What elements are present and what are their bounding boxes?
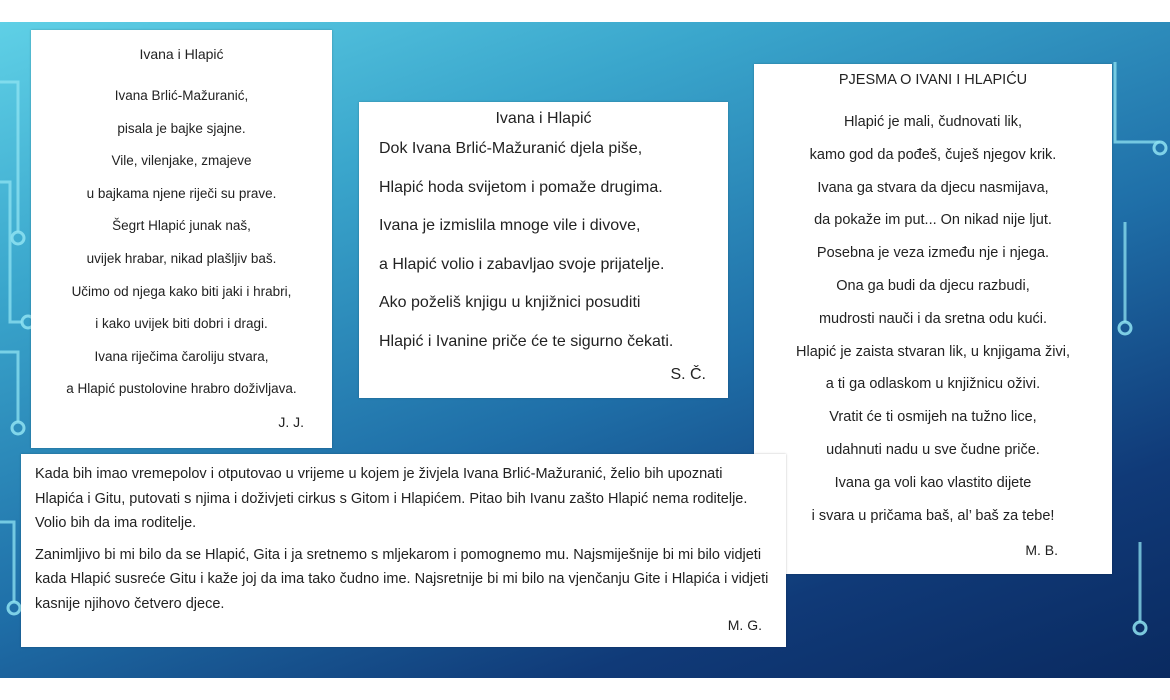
poem-line: Ivana ga voli kao vlastito dijete	[834, 474, 1032, 491]
prose-card	[21, 454, 786, 647]
poem-line: Hlapić hoda svijetom i pomaže drugima.	[379, 178, 663, 196]
poem-line: i svara u pričama baš, al’ baš za tebe!	[811, 507, 1055, 524]
poem-lines	[359, 130, 728, 361]
prose-paragraph: Zanimljivo bi mi bilo da se Hlapić, Gita i ja sretnemo s mljekarom i pomognemo mu. Najsmiješnije bi mi bilo vidjeti kada Hlapić susreće Gitu i kaže joj da ima tako čudno ime. Najsretnije bi mi bilo na vjenčanju Gite i Hlapića i vidjeti kasnije njihovo četvero djece.	[35, 546, 769, 612]
poem-title: Ivana i Hlapić	[139, 46, 224, 62]
author-signature: J. J.	[278, 414, 304, 430]
poem-line: Ivana je izmislila mnoge vile i divove,	[379, 217, 641, 234]
poem-line: Ako poželiš knjigu u knjižnici posuditi	[379, 294, 641, 311]
poem-line: Hlapić i Ivanine priče će te sigurno čekati.	[379, 332, 674, 350]
poem-line: kamo god da pođeš, čuješ njegov krik.	[809, 146, 1057, 163]
poem-card-1	[31, 30, 332, 448]
poem-line: a Hlapić volio i zabavljao svoje prijatelje.	[379, 255, 665, 273]
author-signature: S. Č.	[670, 366, 706, 383]
poem-line: Hlapić je zaista stvaran lik, u knjigama živi,	[796, 343, 1070, 360]
poem-line: pisala je bajke sjajne.	[117, 120, 246, 136]
prose-paragraph: Kada bih imao vremepolov i otputovao u vrijeme u kojem je živjela Ivana Brlić-Mažuranić, želio bih upoznati Hlapića i Gitu, putovati s njima i doživjeti cirkus s Gitom i Hlapićem. Pitao bih Ivanu zašto Hlapić nema roditelje. Volio bih da ima roditelje.	[35, 466, 748, 531]
slide-background	[0, 22, 1170, 678]
poem-line: Ivana Brlić-Mažuranić,	[114, 88, 249, 103]
poem-lines	[31, 80, 332, 406]
poem-line: Učimo od njega kako biti jaki i hrabri,	[71, 283, 292, 299]
poem-line: Ona ga budi da djecu razbudi,	[836, 277, 1030, 294]
author-signature: M. B.	[1025, 542, 1058, 558]
poem-line: Ivana ga stvara da djecu nasmijava,	[817, 179, 1049, 196]
poem-line: Hlapić je mali, čudnovati lik,	[843, 114, 1023, 130]
poem-line: a ti ga odlaskom u knjižnicu oživi.	[825, 376, 1041, 393]
poem-line: Posebna je veza između nje i njega.	[816, 245, 1050, 262]
author-signature: M. G.	[727, 617, 762, 633]
poem-line: Vile, vilenjake, zmajeve	[111, 153, 252, 169]
poem-lines	[754, 106, 1112, 532]
poem-line: uvijek hrabar, nikad plašljiv baš.	[86, 250, 277, 266]
poem-line: Šegrt Hlapić junak naš,	[112, 218, 251, 234]
poem-line: Dok Ivana Brlić-Mažuranić djela piše,	[379, 140, 643, 157]
poem-line: Ivana riječima čaroliju stvara,	[94, 348, 269, 364]
poem-title: PJESMA O IVANI I HLAPIĆU	[838, 72, 1028, 88]
poem-line: a Hlapić pustolovine hrabro doživljava.	[66, 381, 297, 397]
poem-line: da pokaže im put... On nikad nije ljut.	[814, 212, 1052, 229]
poem-card-3	[754, 64, 1112, 574]
poem-card-2	[359, 102, 728, 398]
poem-line: u bajkama njene riječi su prave.	[86, 185, 277, 201]
poem-line: udahnuti nadu u sve čudne priče.	[826, 441, 1040, 458]
poem-line: mudrosti nauči i da sretna odu kući.	[818, 310, 1048, 327]
poem-line: Vratit će ti osmijeh na tužno lice,	[829, 409, 1037, 426]
poem-line: i kako uvijek biti dobri i dragi.	[95, 316, 268, 332]
poem-title: Ivana i Hlapić	[495, 110, 592, 127]
